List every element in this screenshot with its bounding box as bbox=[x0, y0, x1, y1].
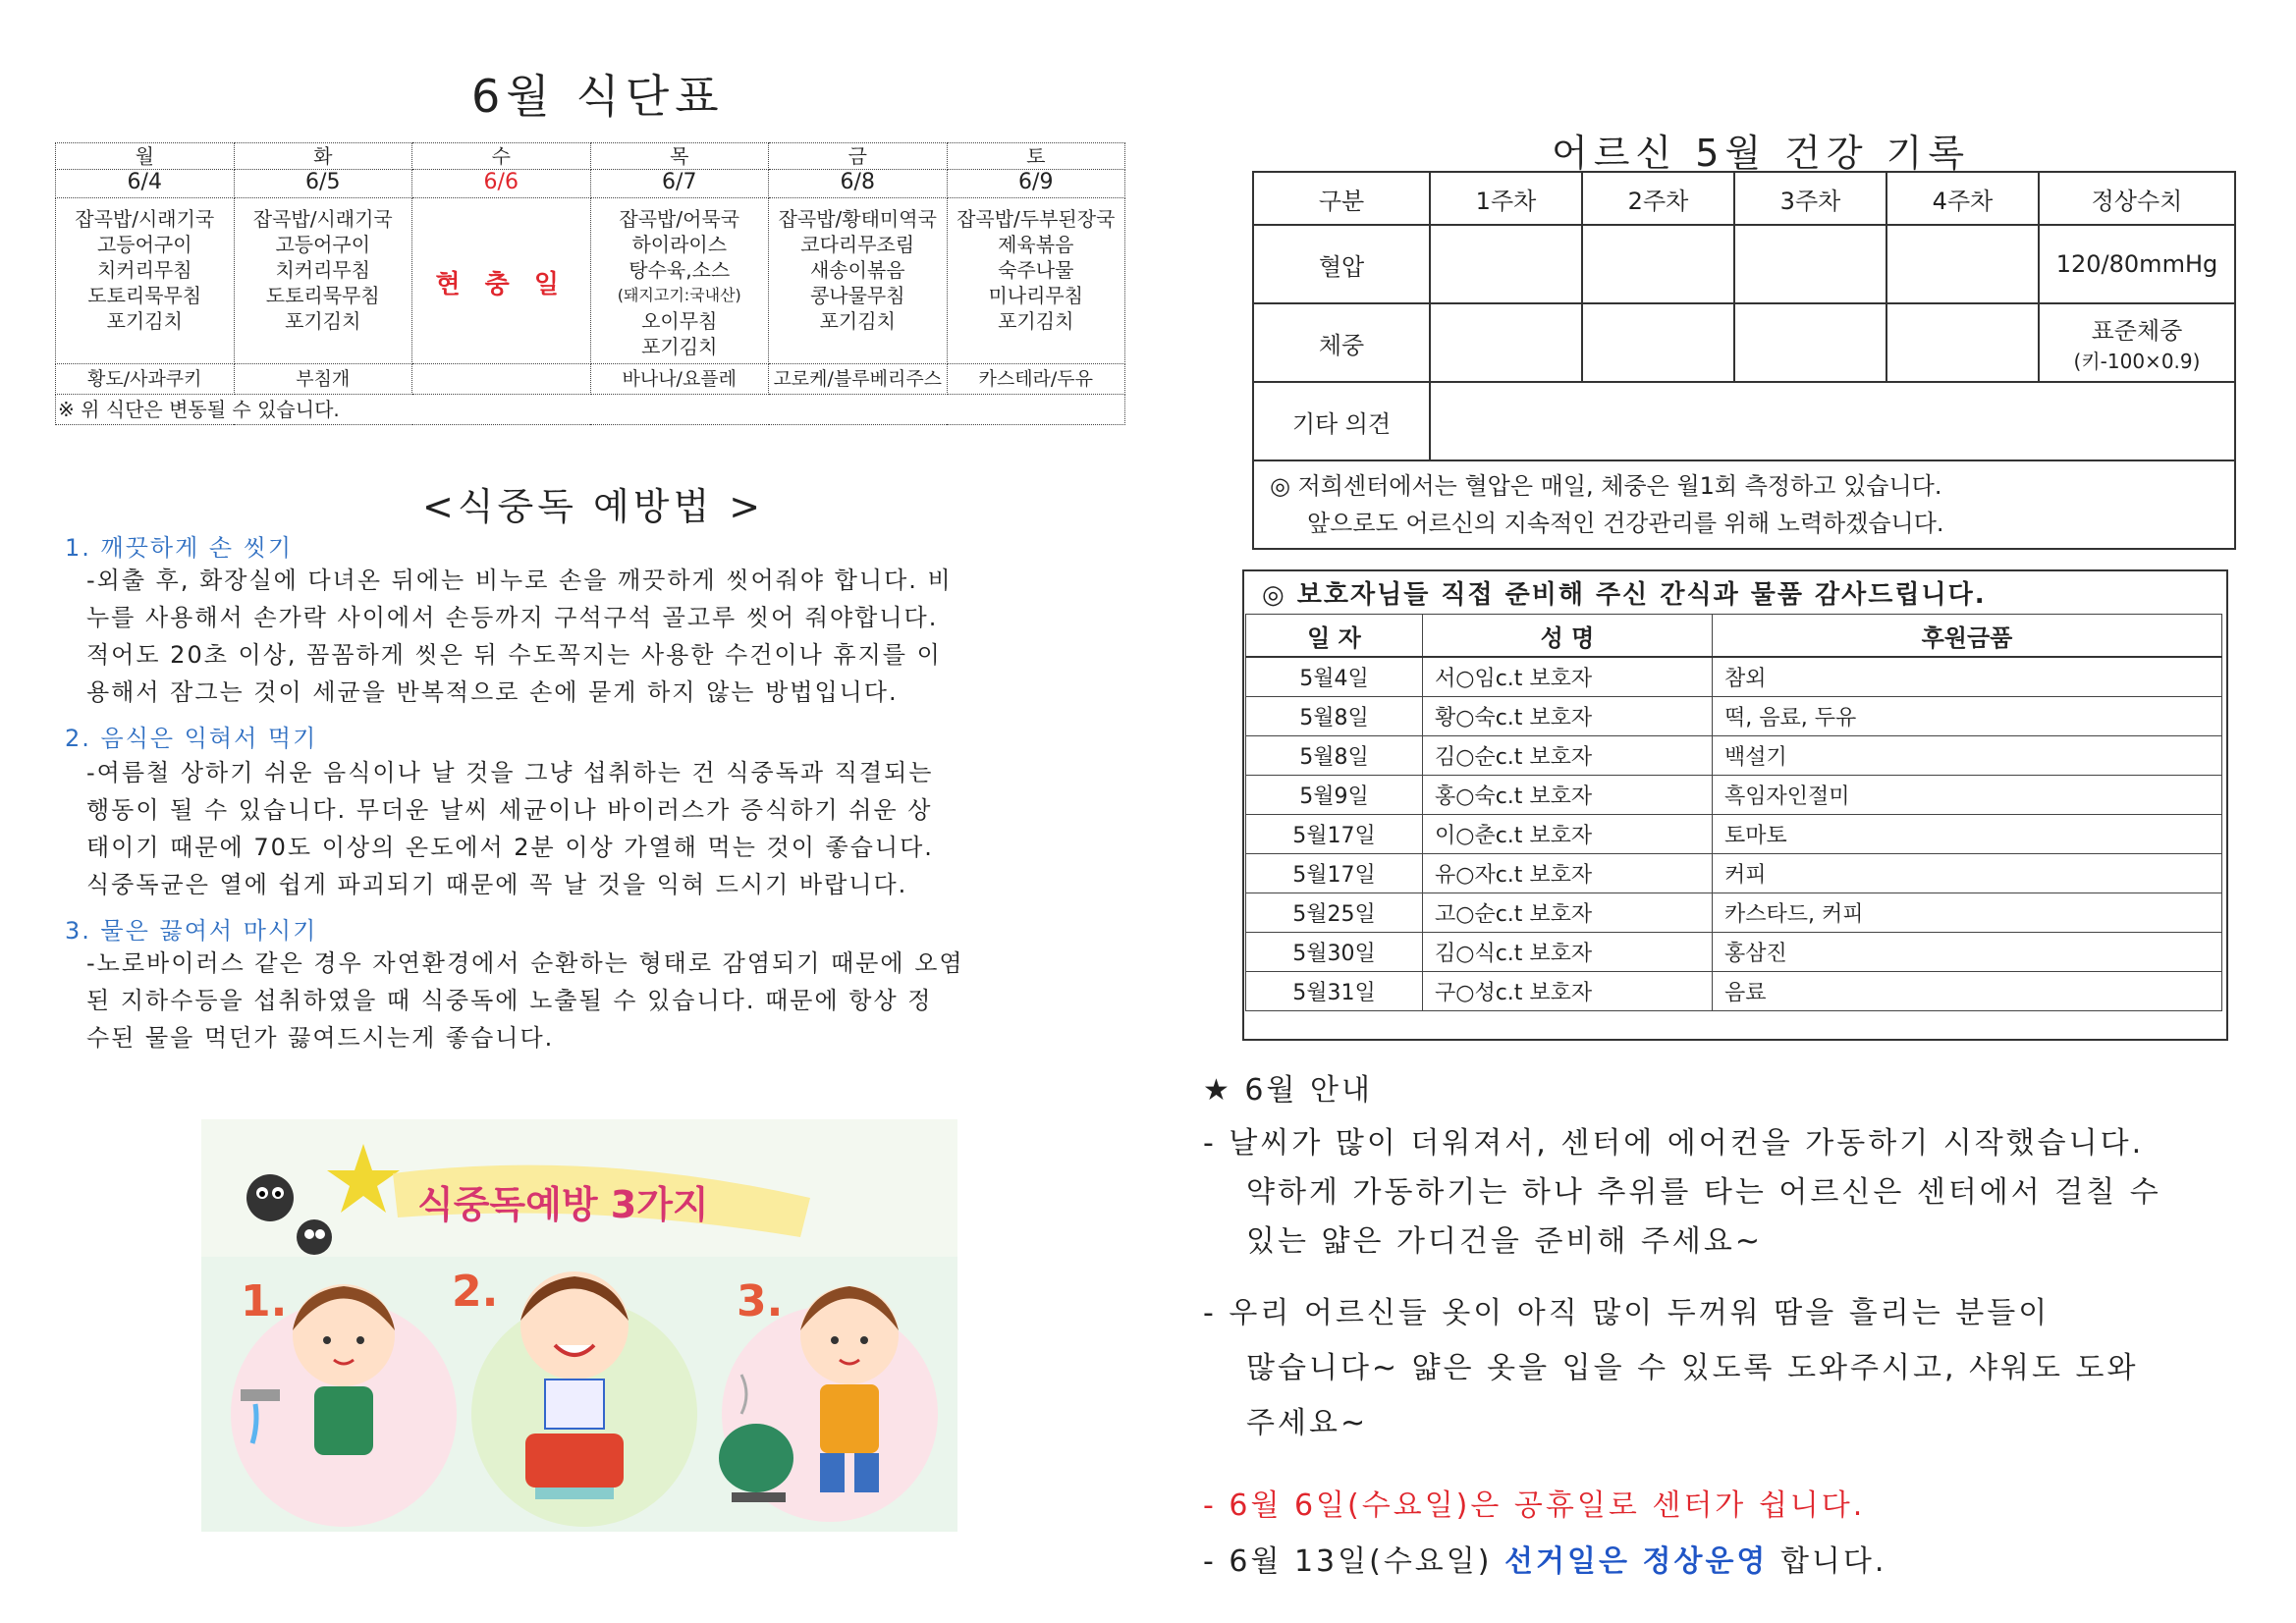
sponsor-items: 카스타드, 커피 bbox=[1713, 893, 2222, 933]
snack-cell: 고로케/블루베리주스 bbox=[769, 364, 948, 395]
notice-text: 약하게 가동하기는 하나 추위를 타는 어르신은 센터에서 걸칠 수 bbox=[1246, 1175, 2161, 1210]
notice-text: - 우리 어르신들 옷이 아직 많이 두꺼워 땀을 흘리는 분들이 bbox=[1203, 1296, 2050, 1330]
snack-cell bbox=[412, 364, 591, 395]
snack-cell: 카스테라/두유 bbox=[947, 364, 1125, 395]
sponsor-name: 서○임c.t 보호자 bbox=[1423, 657, 1713, 697]
health-cell bbox=[1886, 303, 2039, 382]
fp-line: 누를 사용해서 손가락 사이에서 손등까지 구석구석 골고루 씻어 줘야합니다. bbox=[86, 604, 939, 631]
health-header: 구분 bbox=[1253, 172, 1430, 225]
health-header: 정상수치 bbox=[2039, 172, 2235, 225]
sponsor-row bbox=[1246, 893, 2222, 933]
sponsor-row bbox=[1246, 657, 2222, 697]
fp-line: -여름철 상하기 쉬운 음식이나 날 것을 그냥 섭취하는 건 식중독과 직결되는 bbox=[86, 759, 934, 786]
meal-cell bbox=[590, 198, 769, 364]
june-notice-election bbox=[1203, 1537, 1886, 1580]
health-header: 3주차 bbox=[1734, 172, 1886, 225]
sponsor-date: 5월8일 bbox=[1246, 736, 1423, 776]
sponsor-items: 참외 bbox=[1713, 657, 2222, 697]
meal-item: 콩나물무침 bbox=[809, 284, 905, 307]
notice-line: ◎ 저희센터에서는 혈압은 매일, 체중은 월1회 측정하고 있습니다. bbox=[1270, 472, 1942, 500]
snack-cell: 바나나/요플레 bbox=[590, 364, 769, 395]
sponsor-header: 후원금품 bbox=[1713, 615, 2222, 658]
fp-line: 수된 물을 먹던가 끓여드시는게 좋습니다. bbox=[86, 1024, 555, 1052]
notice-text: - 6월 13일(수요일) bbox=[1203, 1544, 1505, 1579]
health-cell bbox=[1734, 225, 1886, 303]
health-header: 2주차 bbox=[1582, 172, 1734, 225]
meal-item: 탕수육,소스 bbox=[629, 258, 731, 282]
fp-body-1 bbox=[86, 562, 1108, 711]
meal-item: 잡곡밥/어묵국 bbox=[619, 207, 740, 231]
election-day-text: 선거일은 bbox=[1504, 1544, 1630, 1579]
date-cell: 6/7 bbox=[590, 170, 769, 198]
normal-operation-text: 정상운영 bbox=[1642, 1544, 1769, 1579]
health-cell bbox=[1430, 303, 1582, 382]
june-notice-p2 bbox=[1203, 1286, 2138, 1451]
opinion-cell bbox=[1430, 382, 2235, 460]
health-cell bbox=[1582, 303, 1734, 382]
meal-cell bbox=[56, 198, 235, 364]
sponsor-items: 커피 bbox=[1713, 854, 2222, 893]
sponsor-name: 김○순c.t 보호자 bbox=[1423, 736, 1713, 776]
fp-line: 태이기 때문에 70도 이상의 온도에서 2분 이상 가열해 먹는 것이 좋습니다. bbox=[86, 834, 934, 861]
health-record-table bbox=[1252, 171, 2236, 550]
meal-item: 고등어구이 bbox=[96, 233, 192, 256]
sponsor-date: 5월30일 bbox=[1246, 933, 1423, 972]
meal-item: 치커리무침 bbox=[96, 258, 192, 282]
health-cell bbox=[1430, 225, 1582, 303]
meal-item: 잡곡밥/황태미역국 bbox=[778, 207, 937, 231]
notice-text: 합니다. bbox=[1768, 1544, 1887, 1579]
sponsor-table bbox=[1245, 614, 2222, 1011]
food-poisoning-title: <식중독 예방법 > bbox=[422, 485, 765, 528]
date-cell: 6/6 bbox=[412, 170, 591, 198]
sponsor-date: 5월8일 bbox=[1246, 697, 1423, 736]
sponsor-row bbox=[1246, 854, 2222, 893]
meal-item: 제육볶음 bbox=[998, 233, 1074, 256]
sponsor-row bbox=[1246, 697, 2222, 736]
fp-line: 적어도 20초 이상, 꼼꼼하게 씻은 뒤 수도꼭지는 사용한 수건이나 휴지를 이 bbox=[86, 641, 942, 669]
sponsor-header: 일 자 bbox=[1246, 615, 1423, 658]
notice-text: 주세요~ bbox=[1246, 1406, 1369, 1440]
health-normal-value bbox=[2039, 303, 2235, 382]
health-cell bbox=[1886, 225, 2039, 303]
notice-text: - 날씨가 많이 더워져서, 센터에 에어컨을 가동하기 시작했습니다. bbox=[1203, 1126, 2145, 1161]
poster-number-1: 1. bbox=[241, 1276, 288, 1326]
day-header: 수 bbox=[412, 143, 591, 170]
sponsor-items: 흑임자인절미 bbox=[1713, 776, 2222, 815]
poster-number-2: 2. bbox=[452, 1267, 499, 1317]
sponsor-date: 5월4일 bbox=[1246, 657, 1423, 697]
day-header: 월 bbox=[56, 143, 235, 170]
june-notice-p1 bbox=[1203, 1119, 2161, 1267]
health-row-label: 혈압 bbox=[1253, 225, 1430, 303]
sponsor-date: 5월17일 bbox=[1246, 854, 1423, 893]
meal-item: 도토리묵무침 bbox=[265, 284, 380, 307]
menu-note: ※ 위 식단은 변동될 수 있습니다. bbox=[56, 395, 1125, 425]
menu-table bbox=[55, 142, 1125, 425]
sponsor-name: 김○식c.t 보호자 bbox=[1423, 933, 1713, 972]
health-row-label: 체중 bbox=[1253, 303, 1430, 382]
meal-item: 도토리묵무침 bbox=[87, 284, 202, 307]
meal-item: 코다리무조림 bbox=[800, 233, 915, 256]
sponsor-row bbox=[1246, 933, 2222, 972]
fp-line: 된 지하수등을 섭취하였을 때 식중독에 노출될 수 있습니다. 때문에 항상 정 bbox=[86, 987, 933, 1014]
sponsor-date: 5월31일 bbox=[1246, 972, 1423, 1011]
poster-title: 식중독예방 3가지 bbox=[417, 1183, 709, 1226]
sponsor-row bbox=[1246, 736, 2222, 776]
sponsor-row bbox=[1246, 972, 2222, 1011]
sponsor-items: 백설기 bbox=[1713, 736, 2222, 776]
date-cell: 6/8 bbox=[769, 170, 948, 198]
fp-body-3 bbox=[86, 945, 1108, 1056]
fp-body-2 bbox=[86, 754, 1108, 903]
sponsor-name: 황○숙c.t 보호자 bbox=[1423, 697, 1713, 736]
meal-cell bbox=[234, 198, 412, 364]
day-header: 화 bbox=[234, 143, 412, 170]
meal-item: 잡곡밥/시래기국 bbox=[75, 207, 215, 231]
fp-heading-2: 2. 음식은 익혀서 먹기 bbox=[65, 725, 318, 752]
health-row-label: 기타 의견 bbox=[1253, 382, 1430, 460]
meal-item: 새송이볶음 bbox=[809, 258, 905, 282]
health-record-title: 어르신 5월 건강 기록 bbox=[1552, 132, 1971, 175]
fp-line: 행동이 될 수 있습니다. 무더운 날씨 세균이나 바이러스가 증식하기 쉬운 상 bbox=[86, 796, 933, 824]
health-header: 4주차 bbox=[1886, 172, 2039, 225]
sponsor-date: 5월9일 bbox=[1246, 776, 1423, 815]
fp-line: -외출 후, 화장실에 다녀온 뒤에는 비누로 손을 깨끗하게 씻어줘야 합니다. 비 bbox=[86, 567, 953, 594]
notice-text: 있는 얇은 가디건을 준비해 주세요~ bbox=[1246, 1224, 1764, 1259]
health-header: 1주차 bbox=[1430, 172, 1582, 225]
fp-line: 용해서 잠그는 것이 세균을 반복적으로 손에 묻게 하지 않는 방법입니다. bbox=[86, 678, 899, 706]
june-notice-holiday: - 6월 6일(수요일)은 공휴일로 센터가 쉽니다. bbox=[1203, 1488, 1866, 1523]
day-header: 토 bbox=[947, 143, 1125, 170]
sponsor-items: 홍삼진 bbox=[1713, 933, 2222, 972]
meal-item: 포기김치 bbox=[998, 309, 1074, 333]
health-cell bbox=[1734, 303, 1886, 382]
sponsor-header: 성 명 bbox=[1423, 615, 1713, 658]
date-cell: 6/9 bbox=[947, 170, 1125, 198]
menu-title: 6월 식단표 bbox=[471, 70, 725, 123]
sponsor-row bbox=[1246, 776, 2222, 815]
meal-cell bbox=[947, 198, 1125, 364]
sponsor-items: 토마토 bbox=[1713, 815, 2222, 854]
meal-cell bbox=[769, 198, 948, 364]
sponsor-row bbox=[1246, 815, 2222, 854]
notice-text: 많습니다~ 얇은 옷을 입을 수 있도록 도와주시고, 샤워도 도와 bbox=[1246, 1351, 2139, 1385]
meal-item: 숙주나물 bbox=[998, 258, 1074, 282]
food-poisoning-poster bbox=[201, 1119, 957, 1532]
health-notice bbox=[1253, 460, 2235, 549]
fp-line: -노로바이러스 같은 경우 자연환경에서 순환하는 형태로 감염되기 때문에 오염 bbox=[86, 949, 964, 977]
sponsor-items: 떡, 음료, 두유 bbox=[1713, 697, 2222, 736]
notice-line: 앞으로도 어르신의 지속적인 건강관리를 위해 노력하겠습니다. bbox=[1307, 510, 1944, 537]
poster-number-3: 3. bbox=[737, 1276, 784, 1326]
date-cell: 6/5 bbox=[234, 170, 412, 198]
sponsor-heading: ◎ 보호자님들 직접 준비해 주신 간식과 물품 감사드립니다. bbox=[1262, 580, 1987, 610]
sponsor-date: 5월17일 bbox=[1246, 815, 1423, 854]
day-header: 금 bbox=[769, 143, 948, 170]
sponsor-items: 음료 bbox=[1713, 972, 2222, 1011]
meal-item: 치커리무침 bbox=[275, 258, 371, 282]
fp-line: 식중독균은 열에 쉽게 파괴되기 때문에 꼭 날 것을 익혀 드시기 바랍니다. bbox=[86, 871, 908, 898]
meal-item: 포기김치 bbox=[819, 309, 896, 333]
sponsor-name: 이○춘c.t 보호자 bbox=[1423, 815, 1713, 854]
meal-item: 고등어구이 bbox=[275, 233, 371, 256]
snack-cell: 황도/사과쿠키 bbox=[56, 364, 235, 395]
poster-illustration bbox=[201, 1119, 957, 1532]
sponsor-name: 고○순c.t 보호자 bbox=[1423, 893, 1713, 933]
sponsor-name: 구○성c.t 보호자 bbox=[1423, 972, 1713, 1011]
meal-item: 잡곡밥/시래기국 bbox=[252, 207, 393, 231]
sponsor-name: 홍○숙c.t 보호자 bbox=[1423, 776, 1713, 815]
meal-item: 하이라이스 bbox=[631, 233, 728, 256]
sponsor-date: 5월25일 bbox=[1246, 893, 1423, 933]
sponsor-name: 유○자c.t 보호자 bbox=[1423, 854, 1713, 893]
fp-heading-3: 3. 물은 끓여서 마시기 bbox=[65, 917, 318, 945]
normal-weight-formula: (키-100×0.9) bbox=[2073, 350, 2201, 373]
health-cell bbox=[1582, 225, 1734, 303]
meal-item: 포기김치 bbox=[106, 309, 183, 333]
normal-weight-label: 표준체중 bbox=[2091, 317, 2183, 345]
meal-item: 잡곡밥/두부된장국 bbox=[957, 207, 1116, 231]
meal-item: (돼지고기:국내산) bbox=[617, 286, 741, 304]
fp-heading-1: 1. 깨끗하게 손 씻기 bbox=[65, 534, 294, 562]
health-normal-value: 120/80mmHg bbox=[2039, 225, 2235, 303]
meal-item: 포기김치 bbox=[285, 309, 361, 333]
june-notice-title: ★ 6월 안내 bbox=[1203, 1073, 1373, 1108]
day-header: 목 bbox=[590, 143, 769, 170]
meal-item: 오이무침 bbox=[641, 309, 718, 333]
snack-cell: 부침개 bbox=[234, 364, 412, 395]
holiday-cell: 현 충 일 bbox=[412, 198, 591, 364]
meal-item: 포기김치 bbox=[641, 335, 718, 358]
date-cell: 6/4 bbox=[56, 170, 235, 198]
meal-item: 미나리무침 bbox=[988, 284, 1084, 307]
